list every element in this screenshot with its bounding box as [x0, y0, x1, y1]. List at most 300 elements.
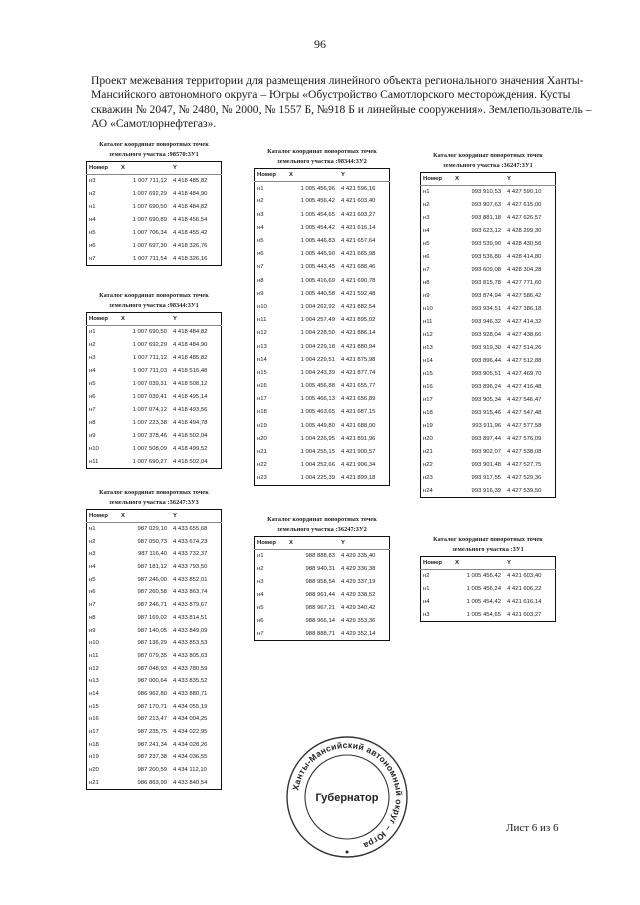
x-coordinate: 993 934,51	[471, 306, 501, 313]
point-number: н4	[89, 217, 96, 224]
y-coordinate: 4 421 900,57	[341, 449, 376, 456]
y-coordinate: 4 421 688,00	[341, 422, 376, 429]
y-coordinate: 4 434 036,55	[173, 754, 208, 761]
y-coordinate: 4 421 603,40	[507, 573, 542, 580]
x-coordinate: 987 237,38	[137, 754, 167, 761]
x-coordinate: 993 915,46	[471, 410, 501, 417]
table-row	[87, 339, 222, 352]
point-number: н8	[89, 420, 96, 427]
x-coordinate: 993 946,32	[471, 319, 501, 326]
x-coordinate: 986 863,99	[137, 779, 167, 786]
y-coordinate: 4 418 455,42	[173, 230, 208, 237]
y-coordinate: 4 427 529,36	[507, 475, 542, 482]
table-row	[87, 417, 222, 430]
point-number: н8	[423, 280, 430, 287]
col-y-header: Y	[339, 169, 390, 182]
coordinates-table	[86, 161, 222, 266]
y-coordinate: 4 427 577,58	[507, 423, 542, 430]
x-coordinate: 988 888,83	[305, 553, 335, 560]
table-row	[421, 212, 556, 225]
point-number: н1	[423, 586, 430, 593]
y-coordinate: 4 428 430,56	[507, 241, 542, 248]
point-number: н3	[423, 215, 430, 222]
point-number: н5	[89, 230, 96, 237]
point-number: н6	[89, 589, 96, 596]
x-coordinate: 987 170,71	[137, 703, 167, 710]
table-row	[87, 443, 222, 456]
point-number: н5	[423, 241, 430, 248]
table-row	[255, 274, 390, 287]
table-row	[87, 650, 222, 663]
table-header-row	[421, 173, 556, 186]
table-row	[87, 764, 222, 777]
point-number: н1	[89, 204, 96, 211]
y-coordinate: 4 418 494,78	[173, 420, 208, 427]
y-coordinate: 4 421 688,46	[341, 264, 376, 271]
point-number: н2	[257, 566, 264, 573]
y-coordinate: 4 421 656,89	[341, 396, 376, 403]
y-coordinate: 4 429 352,14	[341, 630, 376, 637]
point-number: н2	[257, 198, 264, 205]
table-row	[87, 456, 222, 469]
point-number: н19	[89, 754, 99, 761]
y-coordinate: 4 434 055,19	[173, 703, 208, 710]
y-coordinate: 4 418 495,14	[173, 394, 208, 401]
y-coordinate: 4 418 484,90	[173, 191, 208, 198]
y-coordinate: 4 421 891,96	[341, 435, 376, 442]
x-coordinate: 1 005 416,69	[300, 277, 335, 284]
catalog-98344-zu2	[254, 147, 390, 486]
y-coordinate: 4 427 438,66	[507, 332, 542, 339]
point-number: н2	[89, 191, 96, 198]
y-coordinate: 4 434 112,10	[173, 767, 207, 774]
point-number: н2	[423, 573, 430, 580]
catalog-caption-line1: Каталог координат поворотных точек	[267, 516, 377, 523]
catalog-36247-zu3	[86, 488, 222, 790]
point-number: н6	[89, 243, 96, 250]
table-row	[87, 404, 222, 417]
catalog-caption	[254, 515, 390, 534]
y-coordinate: 4 418 456,54	[173, 217, 208, 224]
table-row	[87, 391, 222, 404]
x-coordinate: 987 260,58	[137, 589, 167, 596]
point-number: н7	[257, 264, 264, 271]
point-number: н17	[257, 396, 267, 403]
table-row	[87, 700, 222, 713]
col-number-header: Номер	[87, 162, 120, 175]
point-number: н4	[257, 224, 264, 231]
point-number: н5	[257, 238, 264, 245]
point-number: н4	[257, 592, 264, 599]
x-coordinate: 987 140,05	[137, 627, 167, 634]
point-number: н19	[257, 422, 267, 429]
page-number: 96	[314, 37, 326, 51]
point-number: н6	[257, 618, 264, 625]
y-coordinate: 4 421 616,14	[507, 599, 542, 606]
y-coordinate: 4 418 508,12	[173, 381, 208, 388]
table-row	[87, 624, 222, 637]
table-row	[421, 368, 556, 381]
y-coordinate: 4 433 879,67	[173, 602, 208, 609]
table-row	[87, 688, 222, 701]
col-number-header: Номер	[421, 173, 454, 186]
point-number: н18	[257, 409, 267, 416]
table-row	[87, 675, 222, 688]
point-number: н10	[423, 306, 433, 313]
x-coordinate: 1 004 226,95	[300, 435, 335, 442]
point-number: н6	[89, 394, 96, 401]
x-coordinate: 1 004 225,39	[300, 475, 335, 482]
y-coordinate: 4 427 615,00	[507, 202, 542, 209]
y-coordinate: 4 429 353,36	[341, 618, 376, 625]
table-row	[421, 186, 556, 199]
y-coordinate: 4 433 835,52	[173, 678, 208, 685]
y-coordinate: 4 429 338,52	[341, 592, 376, 599]
svg-text:Ханты-Мансийский автономный ок: Ханты-Мансийский автономный округ – Югра	[290, 739, 405, 851]
y-coordinate: 4 418 516,48	[173, 368, 208, 375]
x-coordinate: 987 000,64	[137, 678, 167, 685]
table-row	[255, 221, 390, 234]
point-number: н12	[89, 665, 99, 672]
point-number: н13	[89, 678, 99, 685]
table-row	[255, 563, 390, 576]
point-number: н14	[423, 358, 433, 365]
y-coordinate: 4 427 469,70	[507, 371, 542, 378]
x-coordinate: 1 004 229,18	[300, 343, 335, 350]
point-number: н2	[89, 538, 96, 545]
y-coordinate: 4 418 484,82	[173, 329, 208, 336]
sheet-label: Лист 6 из 6	[506, 822, 559, 834]
y-coordinate: 4 421 616,14	[341, 224, 376, 231]
y-coordinate: 4 427 416,48	[507, 384, 542, 391]
y-coordinate: 4 418 326,76	[173, 243, 208, 250]
table-row	[87, 561, 222, 574]
catalog-36247-zu2	[254, 515, 390, 641]
x-coordinate: 1 007 690,50	[132, 329, 167, 336]
table-row	[87, 253, 222, 266]
table-row	[255, 182, 390, 195]
table-row	[87, 599, 222, 612]
y-coordinate: 4 421 603,27	[507, 611, 542, 618]
y-coordinate: 4 433 814,51	[173, 614, 208, 621]
point-number: н12	[257, 330, 267, 337]
point-number: н4	[423, 228, 430, 235]
col-x-header: X	[287, 537, 339, 550]
catalog-caption-line1: Каталог координат поворотных точек	[99, 489, 209, 496]
y-coordinate: 4 418 485,82	[173, 355, 208, 362]
table-row	[87, 637, 222, 650]
y-coordinate: 4 427 590,10	[507, 189, 542, 196]
table-row	[255, 380, 390, 393]
catalog-98570-zu1	[86, 140, 222, 266]
point-number: н3	[89, 551, 96, 558]
point-number: н6	[423, 254, 430, 261]
point-number: н20	[257, 435, 267, 442]
point-number: н21	[89, 779, 99, 786]
x-coordinate: 1 007 697,30	[132, 243, 167, 250]
coordinates-table	[86, 509, 222, 789]
col-number-header: Номер	[87, 313, 120, 326]
table-row	[255, 602, 390, 615]
point-number: н8	[257, 277, 264, 284]
table-row	[255, 300, 390, 313]
point-number: н1	[89, 329, 96, 336]
point-number: н17	[89, 729, 99, 736]
col-x-header: X	[453, 557, 505, 570]
table-row	[421, 290, 556, 303]
coordinates-table	[254, 168, 390, 485]
y-coordinate: 4 434 028,26	[173, 741, 208, 748]
table-row	[421, 342, 556, 355]
table-row	[87, 535, 222, 548]
point-number: н9	[89, 433, 96, 440]
table-row	[255, 353, 390, 366]
table-header-row	[421, 557, 556, 570]
y-coordinate: 4 433 840,54	[173, 779, 208, 786]
point-number: н10	[257, 303, 267, 310]
x-coordinate: 1 007 039,41	[132, 394, 167, 401]
x-coordinate: 1 007 711,54	[133, 255, 167, 262]
governor-stamp	[284, 734, 410, 860]
y-coordinate: 4 421 877,74	[341, 369, 376, 376]
y-coordinate: 4 433 780,59	[173, 665, 208, 672]
table-row	[255, 327, 390, 340]
y-coordinate: 4 433 805,63	[173, 652, 208, 659]
point-number: н7	[89, 602, 96, 609]
table-row	[421, 303, 556, 316]
x-coordinate: 988 967,21	[305, 605, 335, 612]
x-coordinate: 993 905,51	[471, 371, 501, 378]
y-coordinate: 4 418 326,16	[173, 255, 208, 262]
catalog-caption-line1: Каталог координат поворотных точек	[267, 148, 377, 155]
table-row	[421, 225, 556, 238]
x-coordinate: 987 241,34	[137, 741, 167, 748]
x-coordinate: 987 200,59	[137, 767, 167, 774]
x-coordinate: 987 246,71	[137, 602, 167, 609]
x-coordinate: 993 928,04	[471, 332, 501, 339]
table-row	[87, 776, 222, 789]
y-coordinate: 4 418 499,52	[173, 446, 208, 453]
x-coordinate: 1 005 454,42	[466, 599, 501, 606]
y-coordinate: 4 428 299,30	[507, 228, 542, 235]
y-coordinate: 4 421 665,98	[341, 251, 376, 258]
point-number: н11	[89, 652, 99, 659]
point-number: н13	[423, 345, 433, 352]
point-number: н16	[423, 384, 433, 391]
point-number: н9	[257, 290, 264, 297]
col-y-header: Y	[339, 537, 390, 550]
col-number-header: Номер	[255, 537, 288, 550]
y-coordinate: 4 421 895,02	[341, 317, 376, 324]
x-coordinate: 993 905,34	[471, 397, 501, 404]
table-row	[421, 570, 556, 583]
table-row	[421, 433, 556, 446]
y-coordinate: 4 427 539,50	[507, 487, 542, 494]
catalog-caption-line1: Каталог координат поворотных точек	[99, 141, 209, 148]
y-coordinate: 4 421 882,54	[341, 303, 376, 310]
point-number: н18	[89, 741, 99, 748]
stamp-star-icon	[346, 851, 349, 854]
table-row	[255, 589, 390, 602]
x-coordinate: 993 609,08	[471, 267, 501, 274]
table-row	[255, 432, 390, 445]
point-number: н1	[257, 185, 264, 192]
x-coordinate: 993 536,80	[471, 254, 501, 261]
point-number: н14	[257, 356, 267, 363]
table-row	[421, 485, 556, 498]
x-coordinate: 987 050,73	[137, 538, 167, 545]
table-row	[255, 261, 390, 274]
point-number: н20	[89, 767, 99, 774]
table-row	[421, 583, 556, 596]
point-number: н7	[89, 407, 96, 414]
point-number: н2	[423, 202, 430, 209]
x-coordinate: 988 940,31	[305, 566, 335, 573]
point-number: н3	[89, 178, 96, 185]
table-row	[255, 419, 390, 432]
point-number: н11	[257, 317, 267, 324]
point-number: н22	[423, 462, 433, 469]
table-row	[421, 238, 556, 251]
table-row	[87, 726, 222, 739]
point-number: н20	[423, 436, 433, 443]
y-coordinate: 4 427 527,75	[507, 462, 542, 469]
point-number: н22	[257, 462, 267, 469]
table-row	[421, 381, 556, 394]
table-row	[421, 277, 556, 290]
col-y-header: Y	[505, 173, 556, 186]
table-row	[421, 199, 556, 212]
y-coordinate: 4 427 546,47	[507, 397, 542, 404]
y-coordinate: 4 421 592,48	[341, 290, 376, 297]
y-coordinate: 4 421 687,15	[341, 409, 376, 416]
table-header-row	[87, 313, 222, 326]
point-number: н14	[89, 690, 99, 697]
x-coordinate: 987 235,75	[137, 729, 167, 736]
table-row	[421, 329, 556, 342]
y-coordinate: 4 434 004,25	[173, 716, 208, 723]
y-coordinate: 4 427 414,32	[507, 319, 542, 326]
table-row	[87, 430, 222, 443]
coordinates-table	[254, 536, 390, 641]
table-row	[87, 612, 222, 625]
table-header-row	[87, 162, 222, 175]
x-coordinate: 993 911,96	[471, 423, 501, 430]
point-number: н17	[423, 397, 433, 404]
col-y-header: Y	[171, 162, 222, 175]
x-coordinate: 1 007 711,12	[133, 355, 167, 362]
y-coordinate: 4 421 606,22	[507, 586, 542, 593]
catalog-caption-line1: Каталог координат поворотных точек	[433, 536, 543, 543]
table-row	[421, 394, 556, 407]
x-coordinate: 993 815,78	[471, 280, 501, 287]
x-coordinate: 1 007 074,12	[132, 407, 167, 414]
point-number: н12	[423, 332, 433, 339]
point-number: н23	[257, 475, 267, 482]
x-coordinate: 1 004 255,15	[300, 449, 335, 456]
x-coordinate: 993 896,44	[471, 358, 501, 365]
y-coordinate: 4 433 674,23	[173, 538, 208, 545]
table-row	[87, 352, 222, 365]
coordinates-table	[420, 556, 556, 622]
table-row	[87, 378, 222, 391]
table-row	[421, 446, 556, 459]
x-coordinate: 1 005 446,83	[300, 238, 335, 245]
point-number: н3	[423, 611, 430, 618]
x-coordinate: 993 623,12	[471, 228, 501, 235]
x-coordinate: 993 919,30	[471, 345, 501, 352]
x-coordinate: 993 897,44	[471, 436, 501, 443]
x-coordinate: 987 136,29	[137, 640, 167, 647]
stamp-center-text: Губернатор	[315, 792, 379, 804]
table-row	[87, 573, 222, 586]
point-number: н21	[423, 449, 433, 456]
col-y-header: Y	[171, 510, 222, 523]
x-coordinate: 1 005 454,65	[466, 611, 501, 618]
table-header-row	[255, 537, 390, 550]
y-coordinate: 4 427 386,18	[507, 306, 542, 313]
y-coordinate: 4 418 502,04	[173, 433, 208, 440]
table-row	[255, 234, 390, 247]
table-row	[255, 208, 390, 221]
col-x-header: X	[119, 510, 171, 523]
x-coordinate: 1 007 690,50	[132, 204, 167, 211]
coordinates-table	[420, 172, 556, 498]
point-number: н16	[257, 383, 267, 390]
x-coordinate: 1 005 466,13	[300, 396, 335, 403]
table-row	[87, 523, 222, 536]
x-coordinate: 1 007 508,09	[132, 446, 167, 453]
point-number: н13	[257, 343, 267, 350]
point-number: н24	[423, 487, 433, 494]
table-header-row	[87, 510, 222, 523]
document-header: Проект межевания территории для размещения линейного объекта регионального значения Ханты-Мансийского автономного округа – Югры «Обустройство Самотлорского месторождения. Кусты скважин № 2047, № 2480, № 2000, № 1557 Б, №918 Б и линейные сооружения». Землепользователь – АО «Самотлорнефтегаз».	[91, 74, 592, 131]
table-row	[421, 355, 556, 368]
y-coordinate: 4 421 880,94	[341, 343, 376, 350]
x-coordinate: 987 213,47	[137, 716, 167, 723]
y-coordinate: 4 427 626,57	[507, 215, 542, 222]
y-coordinate: 4 433 849,09	[173, 627, 208, 634]
table-row	[255, 366, 390, 379]
table-row	[255, 340, 390, 353]
point-number: н5	[89, 576, 96, 583]
table-row	[255, 287, 390, 300]
point-number: н4	[89, 564, 96, 571]
x-coordinate: 988 958,54	[305, 579, 335, 586]
table-row	[255, 615, 390, 628]
catalog-caption-line1: Каталог координат поворотных точек	[99, 292, 209, 299]
table-row	[255, 550, 390, 563]
x-coordinate: 1 007 692,29	[132, 342, 167, 349]
catalog-98344-zu1	[86, 291, 222, 469]
catalog-zu1	[420, 535, 556, 622]
y-coordinate: 4 421 906,34	[341, 462, 376, 469]
point-number: н15	[89, 703, 99, 710]
col-x-header: X	[119, 313, 171, 326]
catalog-caption-line2: земельного участка :36247:3У2	[277, 525, 367, 533]
x-coordinate: 987 048,93	[137, 665, 167, 672]
col-x-header: X	[119, 162, 171, 175]
x-coordinate: 1 005 443,45	[300, 264, 335, 271]
x-coordinate: 987 169,02	[137, 614, 167, 621]
table-row	[421, 316, 556, 329]
table-row	[421, 596, 556, 609]
y-coordinate: 4 434 022,95	[173, 729, 208, 736]
catalog-caption	[420, 535, 556, 554]
y-coordinate: 4 433 852,01	[173, 576, 208, 583]
point-number: н10	[89, 446, 99, 453]
point-number: н8	[89, 614, 96, 621]
